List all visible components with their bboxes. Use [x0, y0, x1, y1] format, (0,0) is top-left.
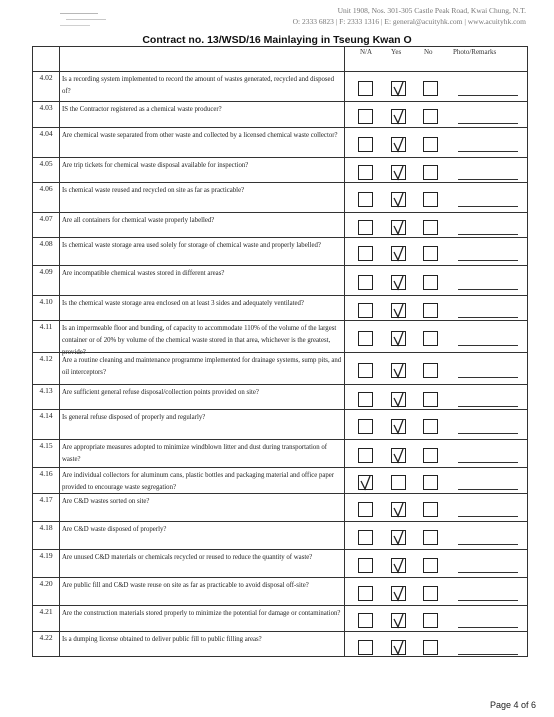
- item-number: 4.13: [39, 386, 53, 395]
- checkbox-na[interactable]: [358, 275, 373, 290]
- check-mark-icon: [392, 503, 407, 518]
- checkbox-no[interactable]: [423, 81, 438, 96]
- checklist-row: [33, 352, 527, 385]
- company-logo: [60, 10, 108, 30]
- checklist-row: [33, 467, 527, 494]
- checklist-row: [33, 631, 527, 659]
- checkbox-na[interactable]: [358, 331, 373, 346]
- checkbox-yes[interactable]: [391, 586, 406, 601]
- column-header-na: N/A: [360, 48, 373, 56]
- checkbox-no[interactable]: [423, 392, 438, 407]
- checkbox-na[interactable]: [358, 613, 373, 628]
- checkbox-na[interactable]: [358, 640, 373, 655]
- item-question: Is chemical waste storage area used solely for storage of chemical waste and properly labelled?: [62, 242, 321, 249]
- checkbox-yes[interactable]: [391, 558, 406, 573]
- check-mark-icon: [392, 332, 407, 347]
- item-question: Are public fill and C&D waste reuse on site as far as practicable to avoid disposal off-site?: [62, 582, 309, 589]
- check-mark-icon: [392, 138, 407, 153]
- item-question: Are a routine cleaning and maintenance programme implemented for drainage systems, sump pits, and oil interceptors?: [62, 357, 342, 376]
- item-question: Is the chemical waste storage area enclosed on at least 3 sides and adequately ventilated?: [62, 300, 304, 307]
- item-question: Is chemical waste reused and recycled on site as far as practicable?: [62, 187, 245, 194]
- checkbox-na[interactable]: [358, 502, 373, 517]
- checkbox-yes[interactable]: [391, 137, 406, 152]
- checkbox-na[interactable]: [358, 363, 373, 378]
- item-number: 4.03: [39, 103, 53, 112]
- checklist-row: [33, 157, 527, 183]
- remarks-line[interactable]: [458, 123, 518, 124]
- checkbox-yes[interactable]: [391, 109, 406, 124]
- checkbox-yes[interactable]: [391, 475, 406, 490]
- item-number: 4.06: [39, 184, 53, 193]
- item-number: 4.20: [39, 579, 53, 588]
- checkbox-no[interactable]: [423, 137, 438, 152]
- item-number: 4.04: [39, 129, 53, 138]
- remarks-line[interactable]: [458, 151, 518, 152]
- checklist-row: [33, 212, 527, 238]
- company-contact: O: 2333 6823 | F: 2333 1316 | E: general@acuityhk.com | www.acuityhk.com: [292, 17, 526, 26]
- page-number: Page 4 of 6: [489, 700, 536, 710]
- column-header-no: No: [424, 48, 433, 56]
- remarks-line[interactable]: [458, 462, 518, 463]
- checklist-row: [33, 237, 527, 266]
- checkbox-no[interactable]: [423, 419, 438, 434]
- check-mark-icon: [392, 364, 407, 379]
- checkbox-no[interactable]: [423, 448, 438, 463]
- checkbox-no[interactable]: [423, 558, 438, 573]
- column-header-yes: Yes: [391, 48, 402, 56]
- remarks-line[interactable]: [458, 345, 518, 346]
- column-header-remarks: Photo/Remarks: [453, 48, 497, 56]
- item-number: 4.14: [39, 411, 53, 420]
- checklist-row: [33, 384, 527, 410]
- checkbox-no[interactable]: [423, 220, 438, 235]
- remarks-line[interactable]: [458, 95, 518, 96]
- checklist-row: [33, 493, 527, 522]
- check-mark-icon: [359, 476, 374, 491]
- remarks-line[interactable]: [458, 289, 518, 290]
- item-number: 4.08: [39, 239, 53, 248]
- check-mark-icon: [392, 449, 407, 464]
- checklist-row: [33, 127, 527, 158]
- item-question: Is a dumping license obtained to deliver public fill to public filling areas?: [62, 636, 262, 643]
- checkbox-yes[interactable]: [391, 448, 406, 463]
- check-mark-icon: [392, 641, 407, 656]
- checkbox-na[interactable]: [358, 137, 373, 152]
- item-number: 4.17: [39, 495, 53, 504]
- check-mark-icon: [392, 587, 407, 602]
- checkbox-yes[interactable]: [391, 392, 406, 407]
- check-mark-icon: [392, 166, 407, 181]
- checkbox-no[interactable]: [423, 331, 438, 346]
- item-number: 4.21: [39, 607, 53, 616]
- remarks-line[interactable]: [458, 572, 518, 573]
- checkbox-na[interactable]: [358, 192, 373, 207]
- check-mark-icon: [392, 531, 407, 546]
- item-number: 4.22: [39, 633, 53, 642]
- remarks-line[interactable]: [458, 433, 518, 434]
- item-number: 4.07: [39, 214, 53, 223]
- checkbox-yes[interactable]: [391, 246, 406, 261]
- checklist-row: [33, 521, 527, 550]
- item-number: 4.15: [39, 441, 53, 450]
- checklist-row: [33, 101, 527, 128]
- item-question: Are C&D wastes sorted on site?: [62, 498, 150, 505]
- item-question: IS the Contractor registered as a chemical waste producer?: [62, 106, 222, 113]
- checkbox-yes[interactable]: [391, 363, 406, 378]
- checkbox-no[interactable]: [423, 363, 438, 378]
- checkbox-na[interactable]: [358, 392, 373, 407]
- item-question: Are chemical waste separated from other waste and collected by a licensed chemical waste collector?: [62, 132, 338, 139]
- checklist-row: [33, 320, 527, 356]
- page-title: Contract no. 13/WSD/16 Mainlaying in Tseung Kwan O: [142, 34, 412, 46]
- checkbox-na[interactable]: [358, 81, 373, 96]
- check-mark-icon: [392, 393, 407, 408]
- remarks-line[interactable]: [458, 406, 518, 407]
- check-mark-icon: [392, 304, 407, 319]
- item-number: 4.18: [39, 523, 53, 532]
- remarks-line[interactable]: [458, 544, 518, 545]
- remarks-line[interactable]: [458, 489, 518, 490]
- remarks-line[interactable]: [458, 317, 518, 318]
- checklist-row: [33, 265, 527, 296]
- checkbox-na[interactable]: [358, 475, 373, 490]
- checkbox-na[interactable]: [358, 530, 373, 545]
- item-number: 4.16: [39, 469, 53, 478]
- item-number: 4.02: [39, 73, 53, 82]
- remarks-line[interactable]: [458, 377, 518, 378]
- checkbox-na[interactable]: [358, 558, 373, 573]
- item-number: 4.05: [39, 159, 53, 168]
- checkbox-yes[interactable]: [391, 303, 406, 318]
- checkbox-yes[interactable]: [391, 502, 406, 517]
- item-question: Are individual collectors for aluminum cans, plastic bottles and packaging material and office paper provided to encourage waste segregation?: [62, 472, 335, 491]
- item-number: 4.09: [39, 267, 53, 276]
- checkbox-yes[interactable]: [391, 220, 406, 235]
- checklist-row: [33, 409, 527, 440]
- item-question: Are all containers for chemical waste properly labelled?: [62, 217, 215, 224]
- checkbox-na[interactable]: [358, 448, 373, 463]
- remarks-line[interactable]: [458, 260, 518, 261]
- checkbox-na[interactable]: [358, 303, 373, 318]
- checkbox-no[interactable]: [423, 109, 438, 124]
- checkbox-yes[interactable]: [391, 419, 406, 434]
- checklist-row: [33, 182, 527, 213]
- item-number: 4.12: [39, 354, 53, 363]
- checklist-row: [33, 605, 527, 632]
- checkbox-yes[interactable]: [391, 331, 406, 346]
- checklist-row: [33, 439, 527, 468]
- item-number: 4.11: [39, 322, 53, 331]
- checklist-row: [33, 549, 527, 578]
- checkbox-no[interactable]: [423, 640, 438, 655]
- checkbox-yes[interactable]: [391, 530, 406, 545]
- checkbox-na[interactable]: [358, 246, 373, 261]
- item-question: Are sufficient general refuse disposal/collection points provided on site?: [62, 389, 259, 396]
- checklist-row: [33, 295, 527, 321]
- item-question: Are trip tickets for chemical waste disposal available for inspection?: [62, 162, 249, 169]
- checkbox-yes[interactable]: [391, 192, 406, 207]
- item-number: 4.10: [39, 297, 53, 306]
- checkbox-yes[interactable]: [391, 275, 406, 290]
- checkbox-yes[interactable]: [391, 640, 406, 655]
- checkbox-no[interactable]: [423, 530, 438, 545]
- item-question: Are C&D waste disposed of properly?: [62, 526, 167, 533]
- checklist-table: [32, 46, 528, 657]
- remarks-line[interactable]: [458, 516, 518, 517]
- check-mark-icon: [392, 276, 407, 291]
- check-mark-icon: [392, 559, 407, 574]
- check-mark-icon: [392, 221, 407, 236]
- checkbox-no[interactable]: [423, 613, 438, 628]
- check-mark-icon: [392, 614, 407, 629]
- check-mark-icon: [392, 110, 407, 125]
- item-question: Is an impermeable floor and bunding, of capacity to accommodate 110% of the volume of the largest container or of 20% by volume of the chemical waste stored in that area, whichever is the greatest, provide?: [62, 325, 337, 356]
- item-question: Is general refuse disposed of properly and regularly?: [62, 414, 206, 421]
- checkbox-no[interactable]: [423, 246, 438, 261]
- remarks-line[interactable]: [458, 206, 518, 207]
- item-question: Are unused C&D materials or chemicals recycled or reused to reduce the quantity of waste?: [62, 554, 313, 561]
- checkbox-no[interactable]: [423, 275, 438, 290]
- checkbox-no[interactable]: [423, 192, 438, 207]
- item-question: Are incompatible chemical wastes stored in different areas?: [62, 270, 225, 277]
- remarks-line[interactable]: [458, 179, 518, 180]
- check-mark-icon: [392, 82, 407, 97]
- check-mark-icon: [392, 193, 407, 208]
- checkbox-na[interactable]: [358, 109, 373, 124]
- item-question: Are appropriate measures adopted to minimize windblown litter and dust during transportation of waste?: [62, 444, 328, 463]
- item-question: Is a recording system implemented to record the amount of wastes generated, recycled and disposed of?: [62, 76, 334, 95]
- checkbox-na[interactable]: [358, 419, 373, 434]
- checklist-row: [33, 71, 527, 102]
- remarks-line[interactable]: [458, 627, 518, 628]
- check-mark-icon: [392, 420, 407, 435]
- checkbox-no[interactable]: [423, 475, 438, 490]
- checkbox-no[interactable]: [423, 502, 438, 517]
- remarks-line[interactable]: [458, 234, 518, 235]
- remarks-line[interactable]: [458, 600, 518, 601]
- item-question: Are the construction materials stored properly to minimize the potential for damage or contamination?: [62, 610, 341, 617]
- checkbox-na[interactable]: [358, 586, 373, 601]
- checkbox-na[interactable]: [358, 165, 373, 180]
- company-address: Unit 1908, Nos. 301-305 Castle Peak Road, Kwai Chung, N.T.: [337, 6, 526, 15]
- checkbox-no[interactable]: [423, 165, 438, 180]
- checkbox-yes[interactable]: [391, 613, 406, 628]
- checkbox-yes[interactable]: [391, 81, 406, 96]
- checkbox-no[interactable]: [423, 303, 438, 318]
- checkbox-na[interactable]: [358, 220, 373, 235]
- checkbox-no[interactable]: [423, 586, 438, 601]
- remarks-line[interactable]: [458, 654, 518, 655]
- item-number: 4.19: [39, 551, 53, 560]
- checklist-row: [33, 577, 527, 606]
- checkbox-yes[interactable]: [391, 165, 406, 180]
- check-mark-icon: [392, 247, 407, 262]
